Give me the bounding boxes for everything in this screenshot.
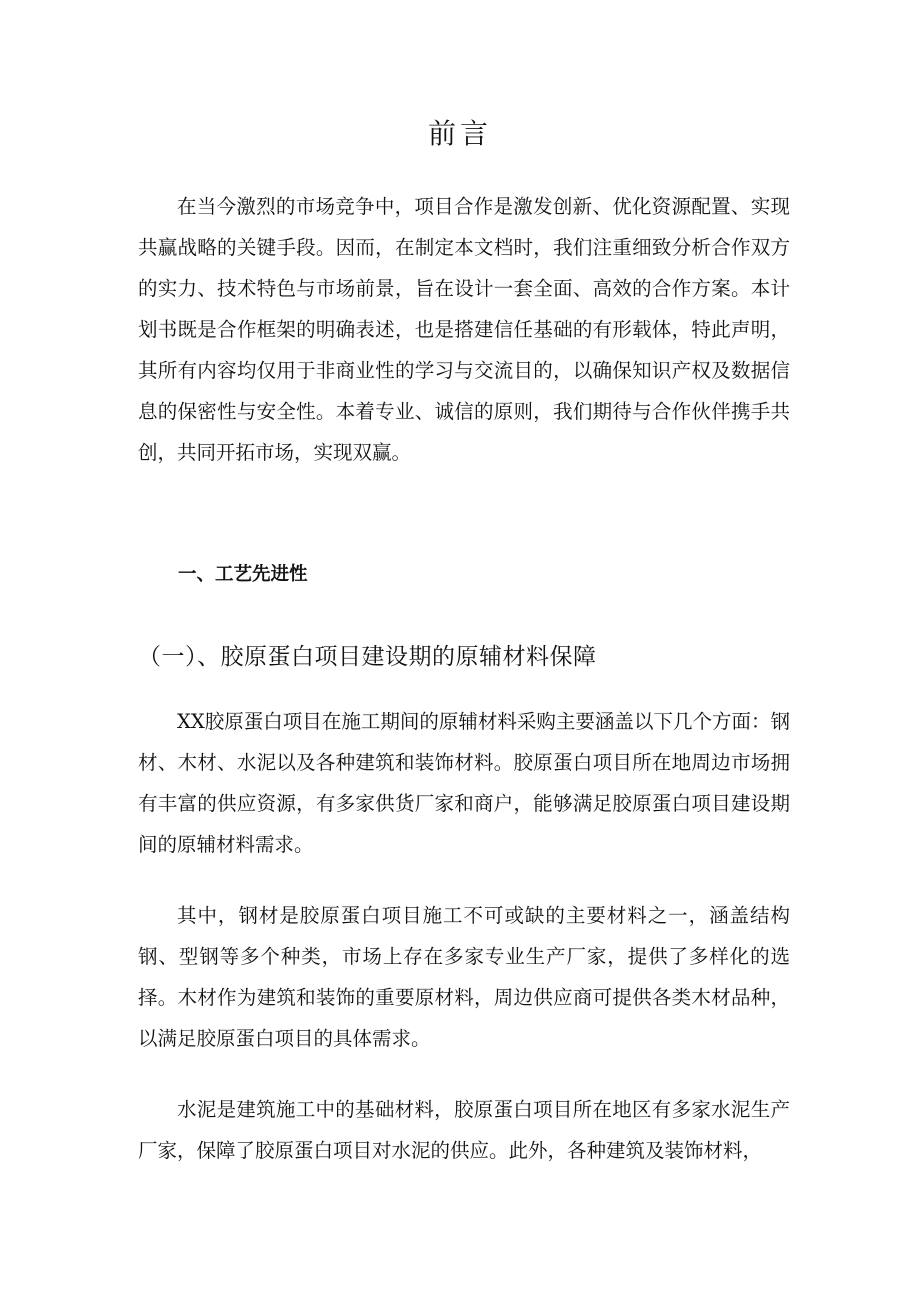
- subsection-heading: （一）、胶原蛋白项目建设期的原辅材料保障: [138, 644, 597, 670]
- section-heading: 一、工艺先进性: [178, 564, 308, 585]
- intro-paragraph: 在当今激烈的市场竞争中，项目合作是激发创新、优化资源配置、实现共赢战略的关键手段。因而，在制定本文档时，我们注重细致分析合作双方的实力、技术特色与市场前景，旨在设计一套全面、高效的合作方案。本计划书既是合作框架的明确表述，也是搭建信任基础的有形载体，特此声明，其所有内容均仅用于非商业性的学习与交流目的，以确保知识产权及数据信息的保密性与安全性。本着专业、诚信的原则，我们期待与合作伙伴携手共创，共同开拓市场，实现双赢。: [138, 195, 790, 464]
- page-title: 前言: [427, 117, 492, 150]
- body-paragraph: 其中，钢材是胶原蛋白项目施工不可或缺的主要材料之一，涵盖结构钢、型钢等多个种类，市场上存在多家专业生产厂家，提供了多样化的选择。木材作为建筑和装饰的重要原材料，周边供应商可提供各类木材品种，以满足胶原蛋白项目的具体需求。: [138, 904, 790, 1050]
- body-paragraph: XX胶原蛋白项目在施工期间的原辅材料采购主要涵盖以下几个方面：钢材、木材、水泥以及各种建筑和装饰材料。胶原蛋白项目所在地周边市场拥有丰富的供应资源，有多家供货厂家和商户，能够满足胶原蛋白项目建设期间的原辅材料需求。: [138, 710, 790, 856]
- body-paragraph: 水泥是建筑施工中的基础材料，胶原蛋白项目所在地区有多家水泥生产厂家，保障了胶原蛋白项目对水泥的供应。此外，各种建筑及装饰材料，: [138, 1098, 790, 1162]
